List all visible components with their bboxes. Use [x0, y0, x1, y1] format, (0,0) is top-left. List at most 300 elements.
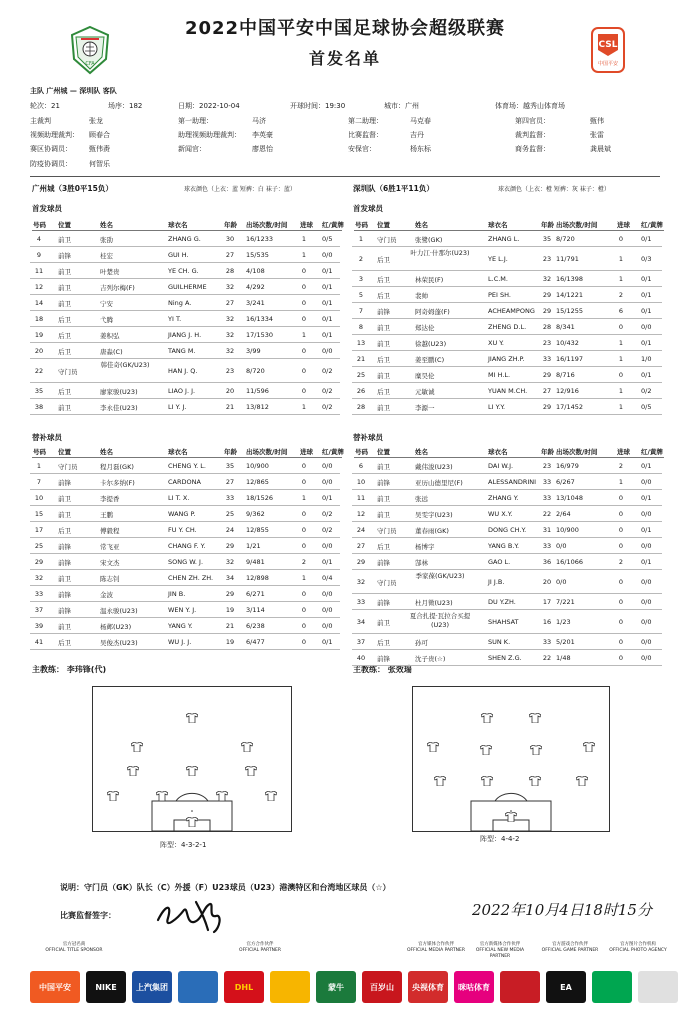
player-cell: 19 — [225, 606, 235, 614]
player-cell: 桂宏 — [100, 252, 113, 260]
kickoff-time: 开球时间：19:30 — [290, 102, 346, 110]
player-jersey-icon — [186, 761, 198, 771]
player-cell: 12/916 — [556, 387, 579, 395]
player-cell: 前锋 — [377, 479, 390, 487]
sponsor-group-label: 官方媒体合作伙伴 OFFICIAL MEDIA PARTNER — [407, 942, 465, 953]
player-cell: 前锋 — [58, 479, 71, 487]
player-cell: 宁安 — [100, 300, 113, 308]
player-cell: 2 — [301, 558, 307, 566]
player-row — [352, 303, 662, 319]
player-cell: 27 — [542, 387, 552, 395]
column-header: 红/黄牌 — [641, 448, 663, 456]
player-cell: 0 — [618, 618, 624, 626]
sponsor-group-label: 官方图片合作机构 OFFICIAL PHOTO AGENCY — [609, 942, 667, 953]
player-cell: 后卫 — [58, 348, 71, 356]
player-cell: DAI W.J. — [488, 462, 514, 470]
player-cell: 姜至鹏(C) — [415, 356, 445, 364]
player-jersey-icon — [131, 737, 143, 747]
player-cell: ZHANG G. — [168, 235, 201, 243]
player-cell: 1 — [301, 331, 307, 339]
player-cell: YUAN M.CH. — [488, 387, 528, 395]
player-row — [352, 231, 662, 247]
round: 轮次：21 — [30, 102, 60, 110]
sponsor-logo — [638, 971, 678, 1003]
official-cell: 何智乐 — [89, 160, 110, 168]
player-cell: 0/3 — [641, 255, 652, 263]
player-cell: 11/596 — [246, 387, 269, 395]
official-cell: 第四官员： — [515, 117, 550, 125]
player-cell: 郜林 — [415, 559, 428, 567]
official-cell: 裁判监督： — [515, 131, 550, 139]
player-jersey-icon — [156, 786, 168, 796]
player-cell: 9/362 — [246, 510, 265, 518]
player-row — [30, 602, 340, 618]
column-header: 红/黄牌 — [322, 448, 344, 456]
player-cell: 32 — [225, 315, 235, 323]
player-jersey-icon — [530, 740, 542, 750]
player-cell: LI Y.Y. — [488, 403, 506, 411]
player-cell: 1 — [618, 275, 624, 283]
player-cell: 14 — [34, 299, 44, 307]
official-cell: 新闻官： — [178, 145, 206, 153]
player-cell: 34 — [225, 574, 235, 582]
player-cell: 32 — [225, 558, 235, 566]
player-row — [352, 506, 662, 522]
player-cell: 25 — [34, 542, 44, 550]
player-cell: 姜积弘 — [100, 332, 120, 340]
player-row — [352, 367, 662, 383]
player-cell: 13/812 — [246, 403, 269, 411]
player-cell: 0 — [301, 387, 307, 395]
sponsor-logo: DHL — [224, 971, 264, 1003]
official-cell: 马济 — [252, 117, 266, 125]
player-cell: 0/1 — [322, 558, 333, 566]
player-cell: 6/477 — [246, 638, 265, 646]
player-cell: 33 — [34, 590, 44, 598]
player-cell: 16/1398 — [556, 275, 584, 283]
player-cell: 3/114 — [246, 606, 265, 614]
player-row — [30, 359, 340, 383]
column-header: 出场次数/时间 — [556, 448, 598, 456]
player-cell: 孙可 — [415, 639, 428, 647]
player-cell: SHAHSAT — [488, 618, 519, 626]
player-cell: DONG CH.Y. — [488, 526, 527, 534]
player-cell: 卡尔多纳(F) — [100, 479, 135, 487]
player-cell: 8/341 — [556, 323, 575, 331]
player-cell: 0 — [301, 622, 307, 630]
player-cell: 17/1452 — [556, 403, 584, 411]
column-header: 进球 — [617, 448, 630, 456]
sponsor-logo: 百岁山 — [362, 971, 402, 1003]
player-row — [352, 351, 662, 367]
player-cell: 0/0 — [556, 578, 567, 586]
player-cell: 0/0 — [322, 606, 333, 614]
player-row — [30, 490, 340, 506]
player-cell: 33 — [542, 478, 552, 486]
player-cell: 0 — [301, 367, 307, 375]
player-cell: 0 — [301, 478, 307, 486]
player-row — [30, 295, 340, 311]
player-cell: 后卫 — [377, 256, 390, 264]
player-cell: 33 — [542, 542, 552, 550]
player-cell: 2 — [618, 558, 624, 566]
player-cell: 前卫 — [58, 495, 71, 503]
player-cell: 7 — [36, 478, 42, 486]
player-cell: 0/1 — [641, 371, 652, 379]
player-cell: 37 — [356, 638, 366, 646]
player-cell: 程月磊(GK) — [100, 463, 134, 471]
player-cell: 29 — [356, 558, 366, 566]
player-cell: 0 — [301, 315, 307, 323]
player-jersey-icon — [583, 737, 595, 747]
away-starters-title: 首发球员 — [353, 204, 383, 213]
player-cell: CHENG Y. L. — [168, 462, 206, 470]
player-cell: 5/201 — [556, 638, 575, 646]
player-cell: 0 — [301, 606, 307, 614]
column-header: 球衣名 — [168, 221, 188, 229]
player-row — [352, 634, 662, 650]
player-cell: 0/0 — [641, 578, 652, 586]
player-cell: ALESSANDRINI — [488, 478, 537, 486]
player-cell: 0 — [618, 526, 624, 534]
player-cell: 0 — [301, 347, 307, 355]
player-cell: FU Y. CH. — [168, 526, 197, 534]
player-row — [30, 570, 340, 586]
player-row — [352, 319, 662, 335]
player-cell: 2 — [358, 255, 364, 263]
player-cell: 7/221 — [556, 598, 575, 606]
player-cell: 10/432 — [556, 339, 579, 347]
official-cell: 李英豪 — [252, 131, 273, 139]
player-cell: 廖家骏(U23) — [100, 388, 138, 396]
player-cell: 0/1 — [641, 494, 652, 502]
player-cell: 阿奇姆蓬(F) — [415, 308, 450, 316]
page-subtitle: 首发名单 — [308, 49, 381, 68]
player-row — [30, 343, 340, 359]
player-cell: 前锋 — [377, 308, 390, 316]
player-cell: WANG P. — [168, 510, 196, 518]
player-row — [352, 474, 662, 490]
svg-text:CSL: CSL — [598, 40, 618, 50]
official-cell: 甄伟 — [590, 117, 604, 125]
player-cell: 24 — [356, 526, 366, 534]
column-header: 出场次数/时间 — [246, 221, 288, 229]
player-cell: 18 — [34, 315, 44, 323]
player-jersey-icon — [529, 771, 541, 781]
player-cell: 金波 — [100, 591, 113, 599]
player-cell: 21 — [225, 622, 235, 630]
player-cell: 陈志钊 — [100, 575, 120, 583]
player-cell: 前卫 — [58, 284, 71, 292]
player-cell: 守门员 — [58, 463, 78, 471]
player-jersey-icon — [481, 708, 493, 718]
player-cell: 前卫 — [377, 495, 390, 503]
player-cell: 王鹏 — [100, 511, 113, 519]
player-cell: 22 — [34, 367, 44, 375]
player-cell: 1 — [618, 355, 624, 363]
player-cell: 33 — [542, 638, 552, 646]
player-cell: 0/2 — [322, 526, 333, 534]
player-cell: 前锋 — [58, 607, 71, 615]
player-row — [30, 327, 340, 343]
player-cell: 24 — [225, 526, 235, 534]
player-row — [30, 538, 340, 554]
column-header: 位置 — [377, 221, 390, 229]
player-cell: 0/4 — [322, 574, 333, 582]
player-cell: 0/0 — [641, 323, 652, 331]
player-cell: 杜月徵(U23) — [415, 599, 453, 607]
player-cell: 1 — [301, 574, 307, 582]
player-cell: GUILHERME — [168, 283, 207, 291]
player-jersey-icon — [107, 786, 119, 796]
player-cell: 16/1197 — [556, 355, 584, 363]
player-cell: 33 — [356, 598, 366, 606]
player-cell: 16/1233 — [246, 235, 274, 243]
player-cell: 0/1 — [641, 291, 652, 299]
home-coach: 主教练： 李玮锋(代) — [32, 665, 107, 674]
player-cell: 前锋 — [377, 655, 390, 663]
player-cell: 0 — [618, 323, 624, 331]
player-cell: 傅毅程 — [100, 527, 120, 535]
player-cell: 32 — [34, 574, 44, 582]
away-formation: 阵型：4-4-2 — [480, 835, 520, 843]
player-cell: 0 — [618, 542, 624, 550]
player-row — [352, 538, 662, 554]
player-cell: 前卫 — [58, 236, 71, 244]
player-cell: 30 — [225, 235, 235, 243]
player-cell: 8/716 — [556, 371, 575, 379]
player-cell: 0 — [301, 299, 307, 307]
player-cell: 0/1 — [322, 283, 333, 291]
player-cell: 糜昊伦 — [415, 372, 435, 380]
player-cell: 沈子贵(☆) — [415, 655, 446, 663]
column-header: 红/黄牌 — [641, 221, 663, 229]
player-cell: 23 — [542, 462, 552, 470]
player-cell: 0/1 — [641, 339, 652, 347]
player-row — [30, 474, 340, 490]
player-cell: 前锋 — [377, 559, 390, 567]
away-kit: 球衣颜色（上衣：橙 短裤：灰 袜子：橙） — [498, 186, 610, 193]
player-cell: 1 — [618, 339, 624, 347]
player-cell: 0 — [301, 267, 307, 275]
player-cell: 0 — [618, 578, 624, 586]
player-cell: 0/2 — [322, 403, 333, 411]
player-cell: 15/535 — [246, 251, 269, 259]
player-cell: 0/1 — [641, 307, 652, 315]
official-cell: 张雷 — [590, 131, 604, 139]
player-cell: JI J.B. — [488, 578, 505, 586]
official-cell: 廖恩怡 — [252, 145, 273, 153]
player-cell: 前卫 — [58, 300, 71, 308]
player-cell: 李源一 — [415, 404, 435, 412]
column-header: 球衣名 — [168, 448, 188, 456]
column-header: 姓名 — [415, 221, 428, 229]
sponsor-logo: 蒙牛 — [316, 971, 356, 1003]
player-cell: CARDONA — [168, 478, 201, 486]
official-cell: 张龙 — [89, 117, 103, 125]
player-cell: 前锋 — [58, 559, 71, 567]
player-cell: 前卫 — [377, 340, 390, 348]
official-cell: 赛区协调员： — [30, 145, 72, 153]
sponsor-logo: 咪咕体育 — [454, 971, 494, 1003]
column-header: 球衣名 — [488, 221, 508, 229]
player-cell: 0/1 — [322, 315, 333, 323]
player-cell: 吴雯宇(U23) — [415, 511, 453, 519]
player-cell: 前卫 — [58, 268, 71, 276]
player-row — [352, 383, 662, 399]
sponsor-group-label: 官方合作伙伴 OFFICIAL PARTNER — [239, 942, 281, 953]
player-cell: 杨博宇 — [415, 543, 435, 551]
player-cell: 6/271 — [246, 590, 265, 598]
sponsor-logo — [592, 971, 632, 1003]
player-cell: 16/1066 — [556, 558, 584, 566]
sponsor-logo: EA — [546, 971, 586, 1003]
svg-text:中国平安: 中国平安 — [597, 61, 619, 67]
player-cell: 后卫 — [377, 356, 390, 364]
player-row — [352, 335, 662, 351]
player-cell: 董春雨(GK) — [415, 527, 449, 535]
column-header: 号码 — [355, 221, 368, 229]
player-cell: 前卫 — [58, 511, 71, 519]
player-cell: WU J. J. — [168, 638, 192, 646]
player-cell: 6/267 — [556, 478, 575, 486]
player-cell: SUN K. — [488, 638, 511, 646]
player-cell: 前卫 — [377, 324, 390, 332]
player-cell: 10 — [34, 494, 44, 502]
player-cell: 34 — [356, 618, 366, 626]
player-cell: 2 — [618, 291, 624, 299]
player-cell: 33 — [542, 494, 552, 502]
official-cell: 主裁判 — [30, 117, 51, 125]
player-cell: 35 — [225, 462, 235, 470]
player-cell: 29 — [542, 291, 552, 299]
player-cell: 1/48 — [556, 654, 571, 662]
player-cell: 前卫 — [377, 511, 390, 519]
column-header: 出场次数/时间 — [556, 221, 598, 229]
column-header: 出场次数/时间 — [246, 448, 288, 456]
official-cell: 视频助理裁判： — [30, 131, 79, 139]
player-row — [30, 279, 340, 295]
player-jersey-icon — [265, 786, 277, 796]
player-row — [352, 287, 662, 303]
player-jersey-icon — [529, 708, 541, 718]
player-cell: 弋腾 — [100, 316, 113, 324]
player-cell: 前卫 — [58, 623, 71, 631]
sponsor-group-label: 官方游戏合作伙伴 OFFICIAL GAME PARTNER — [541, 942, 599, 953]
player-cell: 10 — [356, 478, 366, 486]
player-cell: 0 — [301, 462, 307, 470]
player-cell: 25 — [356, 371, 366, 379]
player-cell: 12/855 — [246, 526, 269, 534]
player-cell: 0/0 — [322, 542, 333, 550]
sponsor-logo — [178, 971, 218, 1003]
player-cell: 8/720 — [246, 367, 265, 375]
player-cell: 17/1530 — [246, 331, 274, 339]
player-cell: 后卫 — [58, 388, 71, 396]
svg-text:CFA: CFA — [85, 61, 95, 67]
official-cell: 杨东标 — [410, 145, 431, 153]
player-jersey-icon — [481, 771, 493, 781]
player-row — [352, 458, 662, 474]
official-cell: 龚晨斌 — [590, 145, 611, 153]
sponsor-group-label: 官方冠名商 OFFICIAL TITLE SPONSOR — [45, 942, 103, 953]
player-cell: 0/1 — [641, 558, 652, 566]
player-cell: 23 — [542, 255, 552, 263]
away-team-line: 深圳队（6胜1平11负） — [353, 184, 434, 193]
player-cell: 0/0 — [322, 347, 333, 355]
player-cell: ZHANG L. — [488, 235, 520, 243]
player-cell: 前锋 — [58, 543, 71, 551]
player-cell: 21 — [225, 403, 235, 411]
player-cell: JIANG ZH.P. — [488, 355, 525, 363]
stadium: 体育场：越秀山体育场 — [495, 102, 565, 110]
player-cell: 1 — [618, 403, 624, 411]
official-cell: 安保官： — [348, 145, 376, 153]
player-cell: 1/21 — [246, 542, 261, 550]
player-cell: 6 — [358, 462, 364, 470]
player-row — [352, 271, 662, 287]
player-cell: 1 — [618, 255, 624, 263]
sponsor-logo — [500, 971, 540, 1003]
player-cell: 4 — [36, 235, 42, 243]
player-cell: 32 — [225, 347, 235, 355]
player-cell: 22 — [542, 510, 552, 518]
official-cell: 防疫协调员： — [30, 160, 72, 168]
player-cell: JIANG J. H. — [168, 331, 202, 339]
away-coach: 主教练： 张效瑞 — [353, 665, 412, 674]
sponsor-group-label: 官方新媒体合作伙伴 OFFICIAL NEW MEDIA PARTNER — [475, 942, 525, 959]
official-cell: 助理视频助理裁判： — [178, 131, 241, 139]
player-cell: YI T. — [168, 315, 182, 323]
player-cell: 9 — [36, 251, 42, 259]
player-cell: 40 — [356, 654, 366, 662]
player-cell: 0/5 — [322, 235, 333, 243]
player-row — [30, 247, 340, 263]
player-cell: 7 — [358, 307, 364, 315]
player-cell: 20 — [34, 347, 44, 355]
away-formation-pitch — [412, 686, 610, 832]
player-cell: 林荣民(F) — [415, 276, 444, 284]
player-cell: 15 — [34, 510, 44, 518]
player-cell: 守门员 — [377, 236, 397, 244]
player-cell: 吴俊杰(U23) — [100, 639, 138, 647]
home-kit: 球衣颜色（上衣：蓝 短裤：白 袜子：蓝） — [184, 186, 296, 193]
player-cell: 0/0 — [641, 598, 652, 606]
player-cell: 后卫 — [377, 276, 390, 284]
player-cell: 28 — [542, 323, 552, 331]
player-row — [30, 399, 340, 415]
player-cell: 6/238 — [246, 622, 265, 630]
player-cell: 1/0 — [641, 355, 652, 363]
player-cell: 前锋 — [377, 599, 390, 607]
player-cell: 0 — [301, 638, 307, 646]
player-cell: 21 — [356, 355, 366, 363]
column-header: 姓名 — [100, 221, 113, 229]
player-cell: GAO L. — [488, 558, 511, 566]
player-cell: 前卫 — [377, 404, 390, 412]
player-cell: YANG Y. — [168, 622, 193, 630]
player-row — [352, 399, 662, 415]
player-row — [30, 263, 340, 279]
player-cell: 张远 — [415, 495, 428, 503]
player-cell: 1 — [358, 235, 364, 243]
column-header: 进球 — [617, 221, 630, 229]
player-cell: 23 — [542, 339, 552, 347]
column-header: 进球 — [300, 221, 313, 229]
player-row — [352, 554, 662, 570]
column-header: 号码 — [33, 221, 46, 229]
player-cell: 20 — [542, 578, 552, 586]
